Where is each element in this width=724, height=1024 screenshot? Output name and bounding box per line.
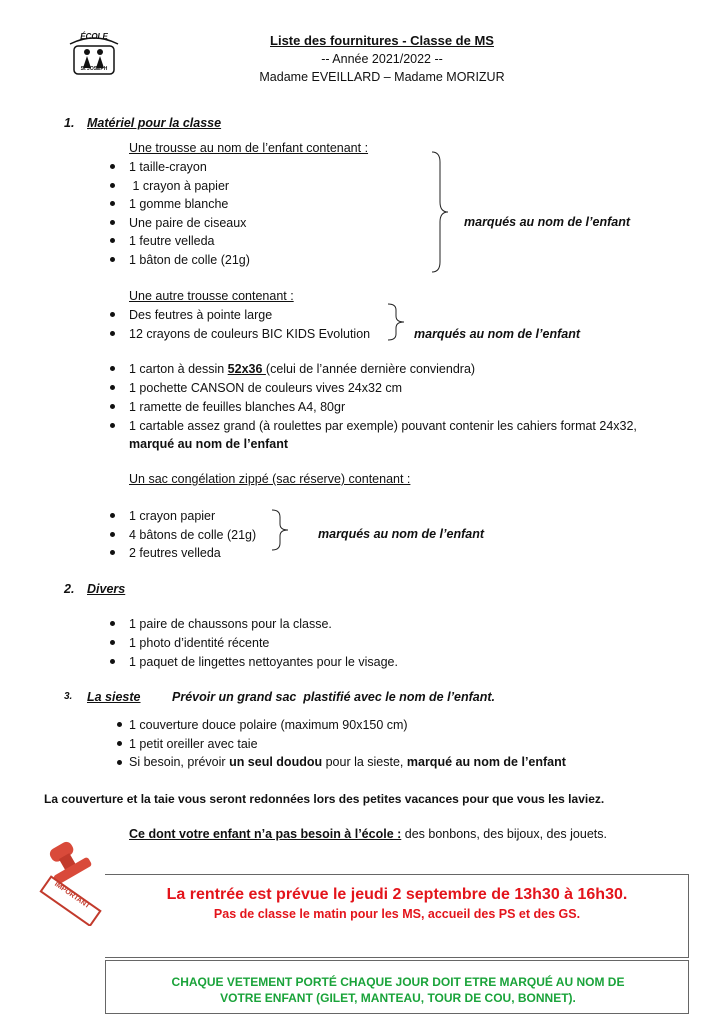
bullet bbox=[110, 532, 115, 537]
teachers: Madame EVEILLARD – Madame MORIZUR bbox=[259, 70, 505, 84]
bullet bbox=[110, 659, 115, 664]
list-item: 1 paire de chaussons pour la classe. bbox=[129, 617, 332, 631]
vetement-line1: CHAQUE VETEMENT PORTÉ CHAQUE JOUR DOIT ETRE MARQUÉ AU NOM DE bbox=[171, 975, 625, 989]
list-item: 1 gomme blanche bbox=[129, 197, 229, 211]
list-item: 1 crayon papier bbox=[129, 509, 216, 523]
list-item: 1 paquet de lingettes nettoyantes pour le visage. bbox=[129, 655, 398, 669]
list-item: 1 couverture douce polaire (maximum 90x150 cm) bbox=[129, 718, 408, 732]
bullet bbox=[117, 741, 122, 746]
carton-text: 1 carton à dessin bbox=[129, 362, 228, 376]
bullet bbox=[117, 722, 122, 727]
list-item: 12 crayons de couleurs BIC KIDS Evolution bbox=[129, 327, 371, 341]
bullet bbox=[110, 423, 115, 428]
trousse1-note: marqués au nom de l’enfant bbox=[464, 215, 631, 229]
bullet bbox=[110, 257, 115, 262]
section1-number: 1. bbox=[64, 116, 75, 130]
not-needed-text: des bonbons, des bijoux, des jouets. bbox=[401, 827, 607, 841]
bullet bbox=[110, 183, 115, 188]
sac-note: marqués au nom de l’enfant bbox=[318, 527, 485, 541]
list-item: 1 ramette de feuilles blanches A4, 80gr bbox=[129, 400, 346, 414]
list-item: Des feutres à pointe large bbox=[129, 308, 273, 322]
bullet bbox=[110, 238, 115, 243]
not-needed-line bbox=[129, 826, 607, 842]
rentree-line1: La rentrée est prévue le jeudi 2 septembre de 13h30 à 16h30. bbox=[166, 886, 628, 903]
section1-title: Matériel pour la classe bbox=[87, 116, 222, 130]
school-year: -- Année 2021/2022 -- bbox=[321, 52, 443, 66]
school-logo bbox=[66, 30, 122, 80]
bullet bbox=[117, 760, 122, 765]
rentree-line2: Pas de classe le matin pour les MS, accueil des PS et des GS. bbox=[213, 907, 581, 921]
notice-text: La couverture et la taie vous seront redonnées lors des petites vacances pour que vous les laviez. bbox=[44, 792, 605, 806]
list-item: 2 feutres velleda bbox=[129, 546, 221, 560]
bullet bbox=[110, 550, 115, 555]
page-title: Liste des fournitures - Classe de MS bbox=[270, 33, 494, 48]
list-item-carton bbox=[129, 361, 475, 377]
list-item: 1 pochette CANSON de couleurs vives 24x32 cm bbox=[129, 381, 403, 395]
bullet bbox=[110, 201, 115, 206]
list-item: Une paire de ciseaux bbox=[129, 216, 247, 230]
brace-1 bbox=[430, 150, 450, 274]
list-item: 1 petit oreiller avec taie bbox=[129, 737, 258, 751]
bullet bbox=[110, 621, 115, 626]
carton-note: (celui de l’année dernière conviendra) bbox=[265, 362, 476, 376]
section2-number: 2. bbox=[64, 582, 75, 596]
bullet bbox=[110, 404, 115, 409]
doudou-bold2: marqué au nom de l’enfant bbox=[406, 755, 566, 769]
section3-number: 3. bbox=[64, 691, 73, 702]
list-item: 1 bâton de colle (21g) bbox=[129, 253, 250, 267]
vetement-line2: VOTRE ENFANT (GILET, MANTEAU, TOUR DE COU, BONNET). bbox=[220, 991, 576, 1005]
rentree-box bbox=[105, 874, 689, 958]
cartable-note: marqué au nom de l’enfant bbox=[129, 437, 289, 451]
trousse2-heading: Une autre trousse contenant : bbox=[129, 289, 294, 303]
not-needed-label: Ce dont votre enfant n’a pas besoin à l’école : bbox=[129, 827, 402, 841]
list-item: 1 photo d’identité récente bbox=[129, 636, 270, 650]
bullet bbox=[110, 366, 115, 371]
section3-subtitle: Prévoir un grand sac plastifié avec le nom de l’enfant. bbox=[172, 690, 496, 704]
bullet bbox=[110, 312, 115, 317]
bullet bbox=[110, 220, 115, 225]
bullet bbox=[110, 164, 115, 169]
bullet bbox=[110, 385, 115, 390]
doudou-mid: pour la sieste, bbox=[322, 755, 407, 769]
section3-title: La sieste bbox=[87, 690, 141, 704]
trousse1-heading: Une trousse au nom de l’enfant contenant : bbox=[129, 141, 369, 155]
brace-2 bbox=[386, 302, 406, 342]
bullet bbox=[110, 331, 115, 336]
stamp-label: IMPORTANT bbox=[53, 880, 91, 911]
logo-text-top: ÉCOLE bbox=[80, 32, 108, 41]
trousse2-note: marqués au nom de l’enfant bbox=[414, 327, 581, 341]
list-item: 1 cartable assez grand (à roulettes par exemple) pouvant contenir les cahiers format 24x32, bbox=[129, 419, 637, 433]
brace-3 bbox=[270, 508, 290, 552]
list-item: 1 feutre velleda bbox=[129, 234, 215, 248]
doudou-pre: Si besoin, prévoir bbox=[129, 755, 230, 769]
list-item: 1 taille-crayon bbox=[129, 160, 207, 174]
bullet bbox=[110, 513, 115, 518]
doudou-bold: un seul doudou bbox=[229, 755, 323, 769]
section2-title: Divers bbox=[87, 582, 126, 596]
carton-size: 52x36 bbox=[227, 362, 266, 376]
bullet bbox=[110, 640, 115, 645]
list-item: 4 bâtons de colle (21g) bbox=[129, 528, 257, 542]
logo-text-bottom: St JOSEPH bbox=[80, 66, 108, 72]
vetement-box bbox=[105, 960, 689, 1014]
list-item-doudou bbox=[129, 754, 566, 770]
sac-heading: Un sac congélation zippé (sac réserve) contenant : bbox=[129, 472, 411, 486]
list-item: 1 crayon à papier bbox=[129, 179, 230, 193]
